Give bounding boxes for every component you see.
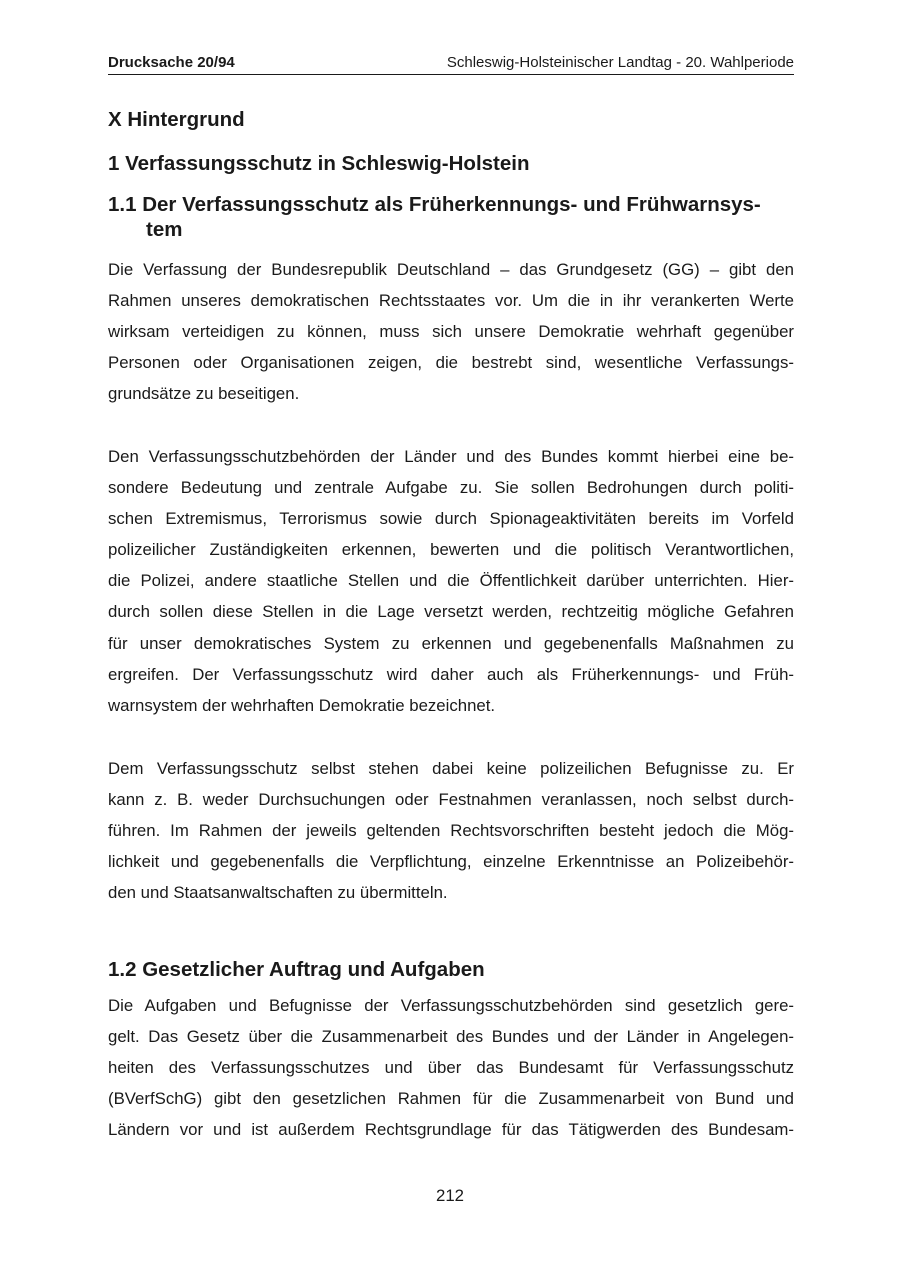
subsection-1-1-title-line2: tem — [146, 218, 183, 241]
paragraph-line: Die Aufgaben und Befugnisse der Verfassungsschutzbehörden sind gesetzlich gere- — [108, 996, 794, 1015]
paragraph-4 — [108, 990, 794, 1145]
paragraph-2 — [108, 441, 794, 721]
running-header — [108, 52, 794, 75]
paragraph-line: (BVerfSchG) gibt den gesetzlichen Rahmen für die Zusammenarbeit von Bund und — [108, 1089, 794, 1109]
paragraph-line: führen. Im Rahmen der jeweils geltenden Rechtsvorschriften besteht jedoch die Mög- — [108, 821, 794, 841]
paragraph-line: durch sollen diese Stellen in die Lage versetzt werden, rechtzeitig mögliche Gefahren — [108, 602, 794, 622]
paragraph-3 — [108, 753, 794, 908]
document-number: Drucksache 20/94 — [108, 54, 235, 71]
paragraph-line: schen Extremismus, Terrorismus sowie durch Spionageaktivitäten bereits im Vorfeld — [108, 509, 794, 529]
paragraph-line: für unser demokratisches System zu erkennen und gegebenenfalls Maßnahmen zu — [108, 633, 794, 653]
paragraph-line: warnsystem der wehrhaften Demokratie bezeichnet. — [108, 695, 496, 715]
paragraph-line: den und Staatsanwaltschaften zu übermitteln. — [108, 883, 448, 903]
paragraph-line: Dem Verfassungsschutz selbst stehen dabei keine polizeilichen Befugnisse zu. Er — [108, 759, 794, 778]
paragraph-line: kann z. B. weder Durchsuchungen oder Festnahmen veranlassen, noch selbst durch- — [108, 790, 794, 810]
paragraph-line: polizeilicher Zuständigkeiten erkennen, bewerten und die politisch Verantwortlichen, — [108, 540, 794, 560]
section-heading: 1 Verfassungsschutz in Schleswig-Holstein — [108, 152, 530, 175]
paragraph-line: Ländern vor und ist außerdem Rechtsgrundlage für das Tätigwerden des Bundesam- — [108, 1120, 794, 1140]
page-number: 212 — [436, 1186, 464, 1205]
parliament-name: Schleswig-Holsteinischer Landtag - 20. Wahlperiode — [446, 54, 794, 71]
subsection-heading-1-2: 1.2 Gesetzlicher Auftrag und Aufgaben — [108, 958, 485, 981]
paragraph-line: Die Verfassung der Bundesrepublik Deutschland – das Grundgesetz (GG) – gibt den — [108, 260, 794, 279]
paragraph-1 — [108, 254, 794, 409]
paragraph-line: die Polizei, andere staatliche Stellen und die Öffentlichkeit darüber unterrichten. Hier- — [108, 571, 794, 591]
paragraph-line: ergreifen. Der Verfassungsschutz wird daher auch als Früherkennungs- und Früh- — [108, 664, 794, 684]
paragraph-line: grundsätze zu beseitigen. — [108, 384, 300, 404]
paragraph-line: Personen oder Organisationen zeigen, die bestrebt sind, wesentliche Verfassungs- — [108, 353, 794, 373]
paragraph-line: Den Verfassungsschutzbehörden der Länder und des Bundes kommt hierbei eine be- — [108, 447, 794, 466]
subsection-heading-1-1 — [108, 192, 794, 242]
paragraph-line: gelt. Das Gesetz über die Zusammenarbeit des Bundes und der Länder in Angelegen- — [108, 1027, 794, 1047]
paragraph-line: Rahmen unseres demokratischen Rechtsstaates vor. Um die in ihr verankerten Werte — [108, 291, 794, 311]
paragraph-line: heiten des Verfassungsschutzes und über das Bundesamt für Verfassungsschutz — [108, 1058, 794, 1078]
chapter-heading: X Hintergrund — [108, 108, 245, 131]
subsection-1-1-number: 1.1 — [108, 193, 137, 216]
paragraph-line: wirksam verteidigen zu können, muss sich unsere Demokratie wehrhaft gegenüber — [108, 322, 794, 342]
paragraph-line: lichkeit und gegebenenfalls die Verpflichtung, einzelne Erkenntnisse an Polizeibehör- — [108, 852, 794, 872]
paragraph-line: sondere Bedeutung und zentrale Aufgabe zu. Sie sollen Bedrohungen durch politi- — [108, 478, 794, 498]
subsection-1-1-title-line1: Der Verfassungsschutz als Früherkennungs- und Frühwarnsys- — [142, 193, 761, 216]
